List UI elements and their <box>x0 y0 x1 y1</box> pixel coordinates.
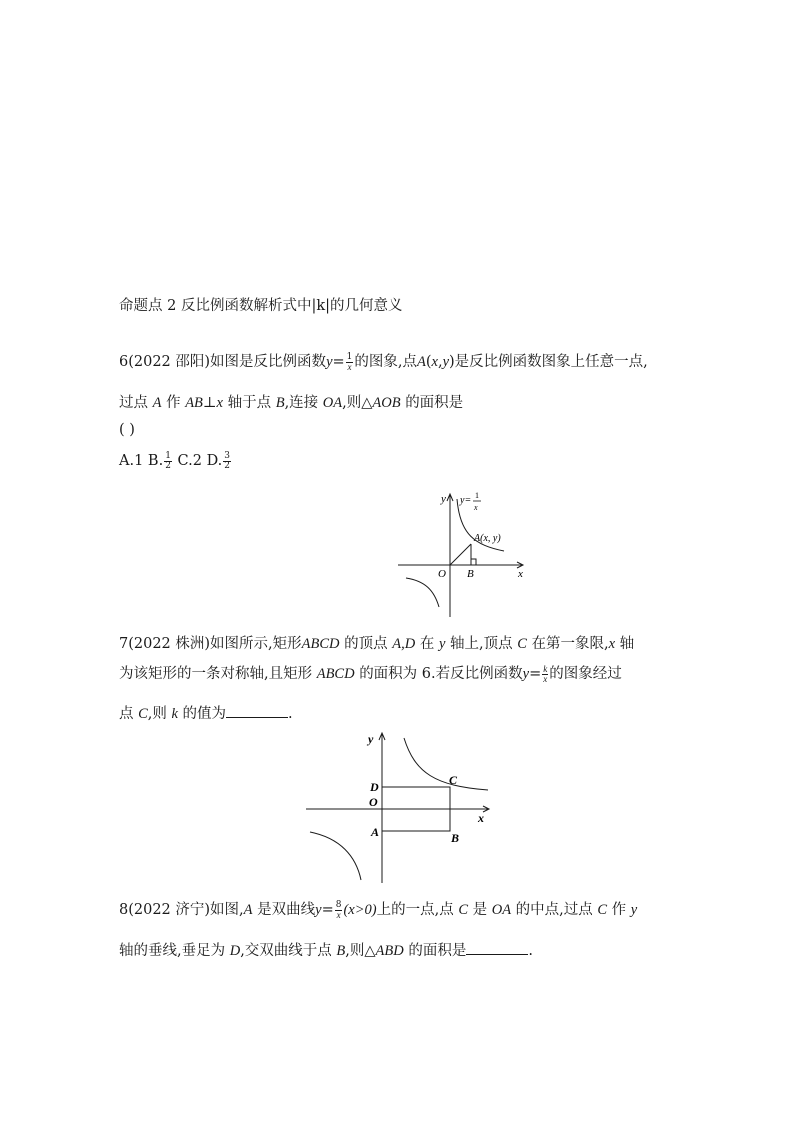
option-b: B. $\frac{1}{2}$ <box>147 450 171 471</box>
q6-line-1: 6(2022 邵阳)如图是反比例函数y= $\frac{1}{x}$ 的图象,点A(x,y)是反比例函数图象上任意一点, <box>119 351 648 372</box>
right-angle-mark <box>471 559 476 565</box>
x-axis-label: x <box>478 811 484 825</box>
point-a-label: A <box>371 825 380 839</box>
option-c: C.2 <box>177 453 202 469</box>
q7-line-3: 点 C,则 k 的值为 . <box>119 703 293 724</box>
q7-line-2: 为该矩形的一条对称轴,且矩形 ABCD 的面积为 6.若反比例函数y= $\frac{k}{x}$ 的图象经过 <box>119 663 622 684</box>
q8-line-2: 轴的垂线,垂足为 D,交双曲线于点 B,则△ABD 的面积是 . <box>119 940 533 961</box>
q7-figure <box>300 728 500 888</box>
q7-line-1: 7(2022 株洲)如图所示,矩形ABCD 的顶点 A,D 在 y 轴上,顶点 C 在第一象限,x 轴 <box>119 636 635 652</box>
q8-line-1: 8(2022 济宁)如图,A 是双曲线y= $\frac{8}{x}$ (x>0)上的一点,点 C 是 OA 的中点,过点 C 作 y <box>119 899 638 920</box>
option-a: A.1 <box>119 453 144 469</box>
point-b-label: B <box>451 831 460 845</box>
q6-answer-paren: ( ) <box>119 422 135 438</box>
q7-answer-blank[interactable] <box>226 703 288 718</box>
hyperbola-branch-q3 <box>310 832 361 880</box>
q7-fraction: $\frac{k}{x}$ <box>543 663 548 684</box>
hyperbola-branch-q3 <box>406 578 439 607</box>
segment-oa <box>450 544 471 565</box>
y-axis-label: y <box>441 493 446 505</box>
curve-label: y= <box>460 495 472 506</box>
q6-line-2: 过点 A 作 AB⊥x 轴于点 B,连接 OA,则△AOB 的面积是 <box>119 395 464 411</box>
q8-answer-blank[interactable] <box>466 940 528 955</box>
y-axis-label: y <box>368 732 374 746</box>
option-d: D. $\frac{3}{2}$ <box>206 450 231 471</box>
x-axis-label: x <box>518 568 523 580</box>
point-a-label: A(x, y) <box>474 533 501 544</box>
q6-fraction: $\frac{1}{x}$ <box>346 351 353 372</box>
origin-label: O <box>369 795 378 809</box>
point-c-label: C <box>449 773 458 787</box>
hyperbola-branch-q1 <box>404 738 488 790</box>
point-d-label: D <box>370 780 379 794</box>
q6-figure <box>390 485 540 620</box>
section-title: 命题点 2 反比例函数解析式中|k|的几何意义 <box>119 298 403 314</box>
point-b-label: B <box>467 568 474 580</box>
curve-label-num: 1 <box>475 491 479 500</box>
origin-label: O <box>438 568 446 580</box>
curve-label-den: x <box>474 503 478 512</box>
q6-options <box>119 451 232 471</box>
q8-fraction: $\frac{8}{x}$ <box>335 899 342 920</box>
